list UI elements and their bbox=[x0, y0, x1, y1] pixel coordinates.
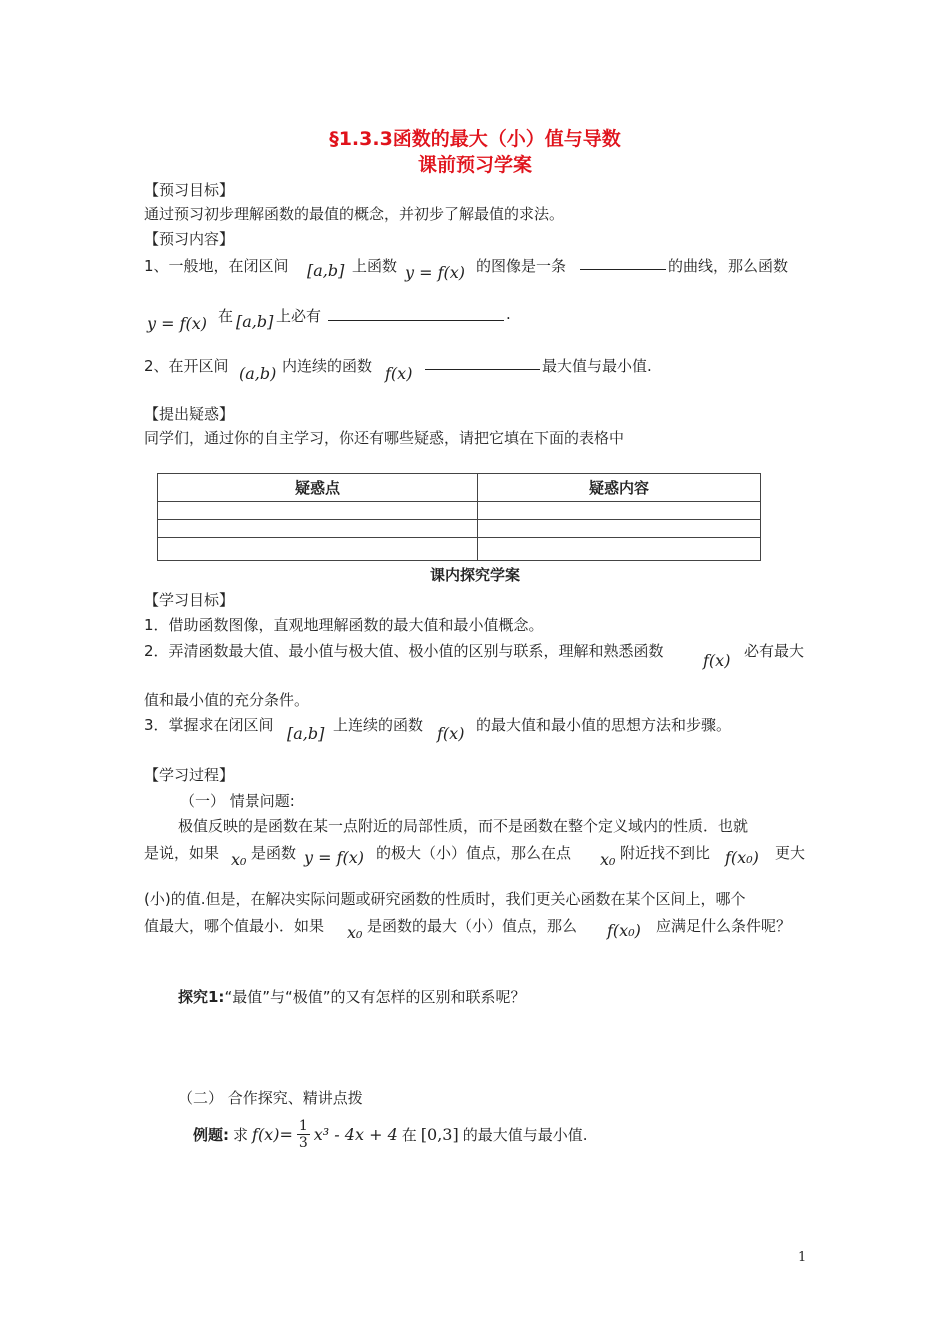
goal-2-a: 2．弄清函数最大值、最小值与极大值、极小值的区别与联系，理解和熟悉函数 bbox=[144, 642, 664, 660]
example-expression: x³ - 4x + 4 bbox=[313, 1125, 398, 1144]
table-row[interactable] bbox=[158, 520, 761, 538]
function-y: y = f(x) bbox=[405, 263, 466, 282]
function-f-goal3: f(x) bbox=[437, 724, 465, 743]
closed-interval-2: [a,b] bbox=[236, 312, 274, 331]
table-row[interactable] bbox=[158, 538, 761, 561]
item1-text-b: 上函数 bbox=[352, 257, 398, 275]
example-text-c: 的最大值与最小值. bbox=[462, 1126, 588, 1144]
table-header-content: 疑惑内容 bbox=[478, 474, 761, 502]
fill-blank-2[interactable] bbox=[328, 306, 504, 321]
table-cell[interactable] bbox=[158, 520, 478, 538]
page-number: 1 bbox=[798, 1250, 807, 1265]
explore-1-text: “最值”与“极值”的又有怎样的区别和联系呢？ bbox=[224, 988, 526, 1006]
fill-blank-1[interactable] bbox=[580, 255, 666, 270]
f-x0-2: f(x₀) bbox=[607, 921, 641, 940]
item1-text-d: 的曲线，那么函数 bbox=[668, 257, 789, 275]
fill-blank-3[interactable] bbox=[425, 355, 540, 370]
goal-3-b: 上连续的函数 bbox=[333, 716, 424, 734]
scenario-p4-c: 应满足什么条件呢？ bbox=[656, 917, 792, 935]
scenario-p4-b: 是函数的最大（小）值点，那么 bbox=[367, 917, 578, 935]
scenario-p2-a: 是说，如果 bbox=[144, 844, 220, 862]
goal-3-c: 的最大值和最小值的思想方法和步骤。 bbox=[476, 716, 732, 734]
item2-text-c: 最大值与最小值. bbox=[542, 357, 652, 375]
example-line bbox=[193, 1118, 588, 1151]
example-function: f(x)= bbox=[252, 1125, 293, 1144]
item2-text-b: 内连续的函数 bbox=[282, 357, 373, 375]
closed-interval: [a,b] bbox=[307, 261, 345, 280]
item2-text-a: 2、在开区间 bbox=[144, 357, 229, 375]
f-x0: f(x₀) bbox=[725, 848, 759, 867]
example-text-b: 在 bbox=[401, 1126, 417, 1144]
x0-symbol: x₀ bbox=[231, 850, 247, 869]
table-cell[interactable] bbox=[478, 520, 761, 538]
scenario-p1: 极值反映的是函数在某一点附近的局部性质，而不是函数在整个定义域内的性质．也就 bbox=[178, 817, 749, 835]
scenario-p3: (小)的值.但是，在解决实际问题或研究函数的性质时，我们更关心函数在某个区间上，哪个 bbox=[144, 890, 746, 908]
goal-1: 1．借助函数图像，直观地理解函数的最大值和最小值概念。 bbox=[144, 616, 544, 634]
fraction-denominator: 3 bbox=[298, 1135, 308, 1151]
item1-text-a: 1、一般地，在闭区间 bbox=[144, 257, 289, 275]
scenario-p2-d: 附近找不到比 bbox=[620, 844, 711, 862]
table-cell[interactable] bbox=[478, 538, 761, 561]
x0-symbol-3: x₀ bbox=[347, 923, 363, 942]
goal-3-a: 3．掌握求在闭区间 bbox=[144, 716, 274, 734]
scenario-p2-e: 更大 bbox=[775, 844, 806, 862]
example-text-a: 求 bbox=[233, 1126, 249, 1144]
table-cell[interactable] bbox=[158, 538, 478, 561]
questions-table bbox=[157, 473, 761, 561]
item1-text-f: 上必有 bbox=[276, 307, 322, 325]
preview-goal-heading: 【预习目标】 bbox=[144, 181, 235, 199]
item1-text-g: . bbox=[506, 305, 511, 323]
scenario-p2-c: 的极大（小）值点，那么在点 bbox=[376, 844, 572, 862]
example-label: 例题: bbox=[193, 1126, 229, 1144]
table-cell[interactable] bbox=[158, 502, 478, 520]
item1-text-e: 在 bbox=[218, 307, 234, 325]
fraction bbox=[297, 1118, 310, 1151]
table-header-point: 疑惑点 bbox=[158, 474, 478, 502]
function-y-3: y = f(x) bbox=[304, 848, 365, 867]
closed-interval-3: [a,b] bbox=[287, 724, 325, 743]
page-title: §1.3.3函数的最大（小）值与导数 bbox=[329, 128, 621, 150]
function-f-goal2: f(x) bbox=[703, 651, 731, 670]
function-y-2: y = f(x) bbox=[147, 314, 208, 333]
questions-heading: 【提出疑惑】 bbox=[144, 405, 235, 423]
table-cell[interactable] bbox=[478, 502, 761, 520]
explore-1-label: 探究1: bbox=[178, 988, 225, 1006]
scenario-subheading: （一） 情景问题: bbox=[180, 792, 295, 810]
example-interval: [0,3] bbox=[420, 1125, 459, 1144]
goal-2-b: 必有最大 bbox=[744, 642, 805, 660]
inclass-title: 课内探究学案 bbox=[429, 566, 520, 584]
scenario-p4-a: 值最大，哪个值最小．如果 bbox=[144, 917, 325, 935]
open-interval: (a,b) bbox=[239, 364, 277, 383]
function-f: f(x) bbox=[385, 364, 413, 383]
cooperative-subheading: （二） 合作探究、精讲点拨 bbox=[178, 1089, 363, 1107]
table-row[interactable] bbox=[158, 502, 761, 520]
process-heading: 【学习过程】 bbox=[144, 766, 235, 784]
item1-text-c: 的图像是一条 bbox=[476, 257, 567, 275]
x0-symbol-2: x₀ bbox=[600, 850, 616, 869]
questions-text: 同学们，通过你的自主学习，你还有哪些疑惑，请把它填在下面的表格中 bbox=[144, 429, 625, 447]
fraction-numerator: 1 bbox=[298, 1118, 308, 1134]
preview-goal-text: 通过预习初步理解函数的最值的概念，并初步了解最值的求法。 bbox=[144, 205, 565, 223]
preview-content-heading: 【预习内容】 bbox=[144, 230, 235, 248]
page-subtitle: 课前预习学案 bbox=[417, 154, 532, 176]
learning-goal-heading: 【学习目标】 bbox=[144, 591, 235, 609]
goal-2-c: 值和最小值的充分条件。 bbox=[144, 691, 310, 709]
scenario-p2-b: 是函数 bbox=[251, 844, 297, 862]
explore-1 bbox=[178, 986, 526, 1007]
